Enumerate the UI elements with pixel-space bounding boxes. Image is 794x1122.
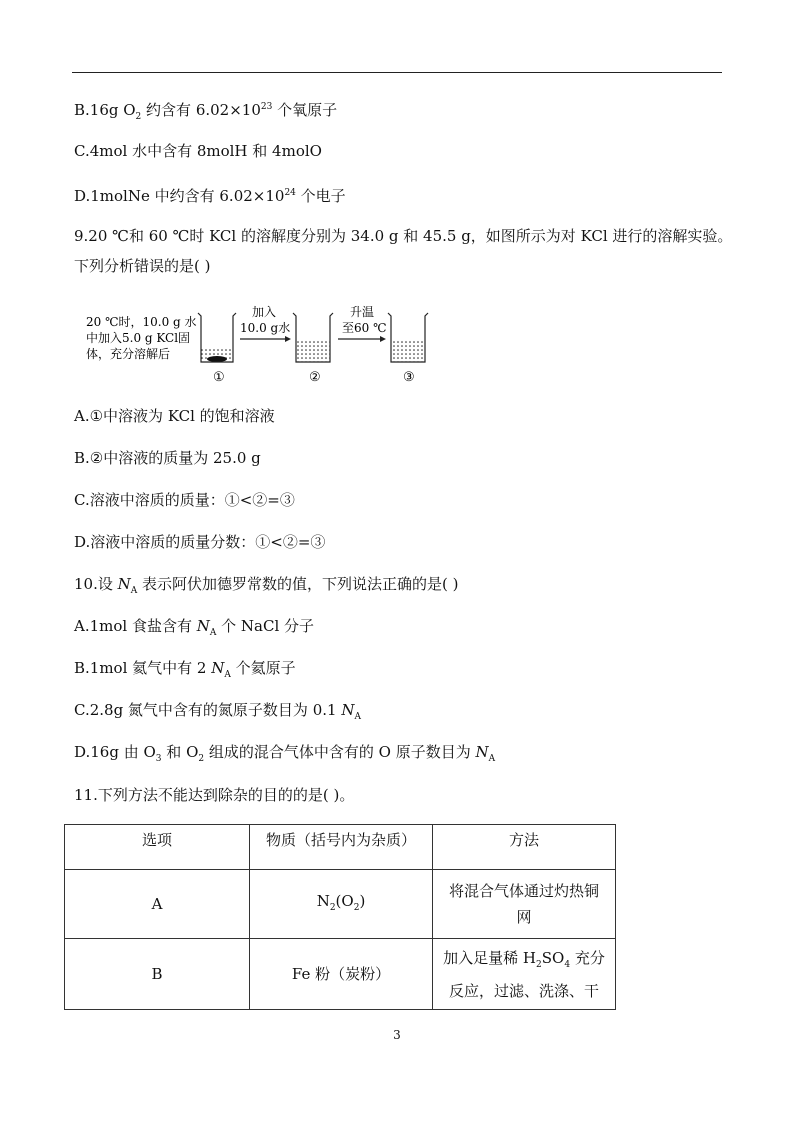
cell-substance: Fe 粉（炭粉）: [250, 939, 433, 1010]
q8-option-b: B.16g $O_2$ 约含有 $6.02\times 10^{23}$ 个氧原子: [74, 101, 338, 122]
beaker-2: [293, 313, 333, 362]
header-method: 方法: [433, 825, 616, 870]
cell-method: 加入足量稀 $H_2SO_4$ 充分 反应，过滤、洗涤、干: [433, 939, 616, 1010]
beaker-1: [198, 313, 236, 362]
label-2: ②: [309, 370, 321, 385]
label-3: ③: [403, 370, 415, 385]
step2-text-2: 至60 ℃: [342, 321, 387, 335]
table-header-row: [65, 825, 616, 870]
q9-stem-line1: 9.20 ℃和 60 ℃时 KCl 的溶解度分别为 34.0 g 和 45.5 g，如图所示为对 KCl 进行的溶解实验。: [74, 227, 733, 245]
header-option: 选项: [65, 825, 250, 870]
q10-option-a: A.1mol 食盐含有 $N_A$ 个 NaCl 分子: [74, 617, 315, 638]
q9-option-d: D.溶液中溶质的质量分数：①<②=③: [74, 533, 326, 551]
q11-stem: 11.下列方法不能达到除杂的目的的是( )。: [74, 786, 355, 804]
header-rule: [72, 72, 722, 73]
step2-text-1: 升温: [350, 305, 375, 319]
label-1: ①: [213, 370, 225, 385]
q9-option-a: A.①中溶液为 KCl 的饱和溶液: [74, 407, 275, 425]
intro-text-1: 20 ℃时，10.0 g 水: [86, 315, 197, 329]
step1-text-1: 加入: [252, 305, 277, 319]
q9-option-b: B.②中溶液的质量为 25.0 g: [74, 449, 261, 467]
cell-option: B: [65, 939, 250, 1010]
q10-option-c: C.2.8g 氮气中含有的氮原子数目为 0.1 $N_A$: [74, 701, 361, 722]
experiment-diagram: [80, 296, 440, 388]
cell-method: 将混合气体通过灼热铜 网: [433, 870, 616, 939]
header-substance: 物质（括号内为杂质）: [250, 825, 433, 870]
q8-option-d: D.1molNe 中约含有 $6.02\times 10^{24}$ 个电子: [74, 187, 346, 205]
q10-stem: 10.设 $N_A$ 表示阿伏加德罗常数的值，下列说法正确的是( ): [74, 575, 459, 596]
q9-option-c: C.溶液中溶质的质量：①<②=③: [74, 491, 295, 509]
q10-option-d: D.16g 由 $O_3$ 和 $O_2$ 组成的混合气体中含有的 O 原子数目为 $N_A$: [74, 743, 496, 764]
cell-substance: $N_2(O_2)$: [250, 870, 433, 939]
intro-text-2: 中加入5.0 g KCl固: [86, 331, 191, 345]
beaker-3: [388, 313, 428, 362]
options-table: [64, 824, 616, 1010]
intro-text-3: 体，充分溶解后: [86, 347, 171, 361]
q10-option-b: B.1mol 氦气中有 2 $N_A$ 个氦原子: [74, 659, 296, 680]
step1-text-2: 10.0 g水: [240, 321, 291, 335]
undissolved-solid: [207, 356, 227, 362]
q9-stem-line2: 下列分析错误的是( ): [74, 257, 211, 275]
cell-option: A: [65, 870, 250, 939]
page-number: 3: [393, 1028, 401, 1042]
table-row: [65, 939, 616, 1010]
table-row: [65, 870, 616, 939]
q8-option-c: C.4mol 水中含有 8molH 和 4molO: [74, 142, 322, 160]
